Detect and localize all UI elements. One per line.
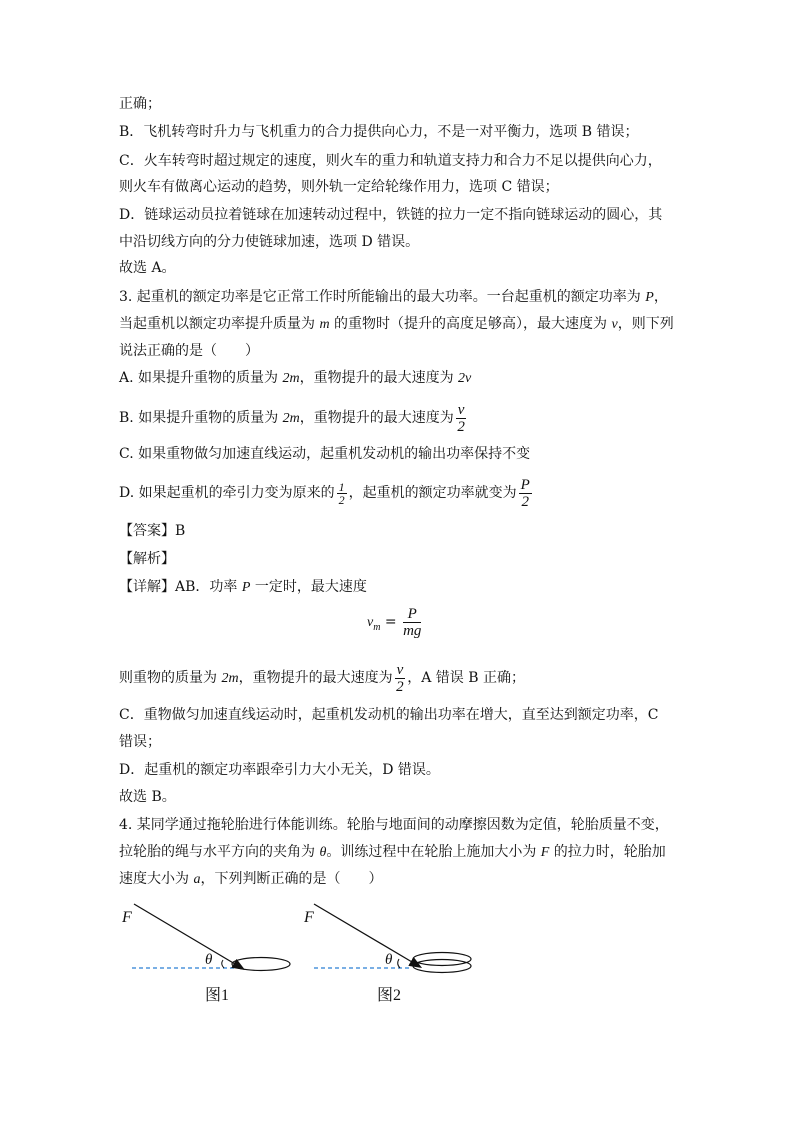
math-var: a bbox=[193, 872, 201, 887]
text: ， bbox=[653, 289, 668, 305]
math-var: F bbox=[540, 845, 550, 860]
figure-caption: 图2 bbox=[377, 987, 402, 1004]
text: D. 如果起重机的牵引力变为原来的 bbox=[119, 485, 335, 501]
q3-option-a bbox=[119, 368, 471, 389]
q3-c-line-2: 错误； bbox=[119, 734, 161, 750]
text: ，重物提升的最大速度为 bbox=[238, 670, 393, 686]
denominator: 2 bbox=[521, 493, 529, 510]
q3-then-line bbox=[119, 658, 525, 699]
math-var: 2v bbox=[458, 371, 472, 386]
text: ，重物提升的最大速度为 bbox=[299, 370, 459, 386]
q4-stem-line-2 bbox=[119, 842, 666, 863]
math-var: θ bbox=[319, 845, 327, 860]
math-var: 2m bbox=[282, 371, 300, 386]
q3-analysis: 【解析】 bbox=[119, 551, 175, 567]
text: = bbox=[380, 614, 402, 630]
text: 速度大小为 bbox=[119, 871, 194, 887]
numerator: P bbox=[403, 606, 421, 623]
text: ，重物提升的最大速度为 bbox=[299, 410, 454, 426]
angle-arc bbox=[398, 959, 400, 968]
text: 【详解】AB．功率 bbox=[119, 579, 242, 595]
text: 则重物的质量为 bbox=[119, 670, 222, 686]
q3-equation bbox=[367, 602, 423, 648]
force-arrow bbox=[314, 904, 412, 962]
text: 的重物时（提升的高度足够高），最大速度为 bbox=[329, 316, 612, 332]
text-line: 正确； bbox=[119, 96, 161, 112]
text-line: B．飞机转弯时升力与飞机重力的合力提供向心力，不是一对平衡力，选项 B 错误； bbox=[119, 124, 639, 140]
force-label: F bbox=[304, 909, 314, 926]
q3-choose: 故选 B。 bbox=[119, 789, 176, 805]
fraction bbox=[456, 402, 467, 435]
text: 的拉力时，轮胎加 bbox=[549, 844, 666, 860]
text: ，下列判断正确的是（ ） bbox=[200, 871, 383, 887]
fraction bbox=[519, 477, 532, 510]
text-line: D．链球运动员拉着链球在加速转动过程中，铁链的拉力一定不指向链球运动的圆心，其 bbox=[119, 207, 663, 223]
text: 3. 起重机的额定功率是它正常工作时所能输出的最大功率。一台起重机的额定功率为 bbox=[119, 289, 646, 305]
math-subscript: m bbox=[373, 621, 381, 633]
q4-stem-line-1: 4. 某同学通过拖轮胎进行体能训练。轮胎与地面间的动摩擦因数为定值，轮胎质量不变， bbox=[119, 817, 669, 833]
angle-label: θ bbox=[205, 952, 213, 968]
q4-stem-line-3 bbox=[119, 869, 382, 890]
math-var: 2m bbox=[282, 411, 300, 426]
math-var: 2m bbox=[221, 671, 239, 686]
numerator: v bbox=[457, 401, 465, 418]
math-var: v bbox=[611, 317, 618, 332]
text: ，A 错误 B 正确； bbox=[407, 670, 525, 686]
text: 拉轮胎的绳与水平方向的夹角为 bbox=[119, 844, 320, 860]
denominator: 2 bbox=[338, 492, 345, 507]
q3-detail bbox=[119, 577, 367, 598]
denominator: mg bbox=[403, 622, 422, 639]
q3-stem-line-3: 说法正确的是（ ） bbox=[119, 343, 259, 359]
text: 当起重机以额定功率提升质量为 bbox=[119, 316, 320, 332]
fraction bbox=[337, 481, 347, 506]
text-line: C．火车转弯时超过规定的速度，则火车的重力和轨道支持力和合力不足以提供向心力， bbox=[119, 153, 662, 169]
angle-label: θ bbox=[385, 952, 393, 968]
text: 。训练过程中在轮胎上施加大小为 bbox=[326, 844, 541, 860]
q3-option-c: C. 如果重物做匀加速直线运动，起重机发动机的输出功率保持不变 bbox=[119, 446, 531, 462]
text: ，则下列 bbox=[617, 316, 674, 332]
text: ，起重机的额定功率就变为 bbox=[348, 485, 517, 501]
force-label: F bbox=[122, 909, 132, 926]
q3-stem-line-2 bbox=[119, 314, 674, 335]
q3-option-d bbox=[119, 473, 534, 513]
q3-d-line: D．起重机的额定功率跟牵引力大小无关，D 错误。 bbox=[119, 762, 440, 778]
q3-answer: 【答案】B bbox=[119, 523, 186, 539]
angle-arc bbox=[222, 960, 224, 968]
text-line: 则火车有做离心运动的趋势，则外轨一定给轮缘作用力，选项 C 错误； bbox=[119, 179, 559, 195]
text: A. 如果提升重物的质量为 bbox=[119, 370, 283, 386]
numerator: 1 bbox=[338, 479, 345, 494]
numerator: P bbox=[520, 476, 530, 493]
denominator: 2 bbox=[457, 418, 465, 435]
fraction bbox=[403, 606, 421, 639]
q3-option-b bbox=[119, 400, 468, 437]
q3-c-line-1: C．重物做匀加速直线运动时，起重机发动机的输出功率在增大，直至达到额定功率，C bbox=[119, 707, 659, 723]
text-line: 故选 A。 bbox=[119, 260, 176, 276]
force-arrow bbox=[134, 904, 235, 964]
text: 一定时，最大速度 bbox=[250, 579, 367, 595]
tire-ellipse bbox=[232, 958, 290, 971]
text-line: 中沿切线方向的分力使链球加速，选项 D 错误。 bbox=[119, 234, 420, 250]
math-var: m bbox=[319, 317, 330, 332]
q3-stem-line-1 bbox=[119, 287, 668, 308]
figure-caption: 图1 bbox=[205, 987, 230, 1004]
math-var: v bbox=[367, 615, 374, 630]
text: B. 如果提升重物的质量为 bbox=[119, 410, 283, 426]
math-var: P bbox=[645, 290, 654, 305]
fraction bbox=[395, 662, 406, 695]
denominator: 2 bbox=[396, 678, 404, 695]
numerator: v bbox=[396, 661, 404, 678]
math-var: P bbox=[241, 580, 251, 595]
